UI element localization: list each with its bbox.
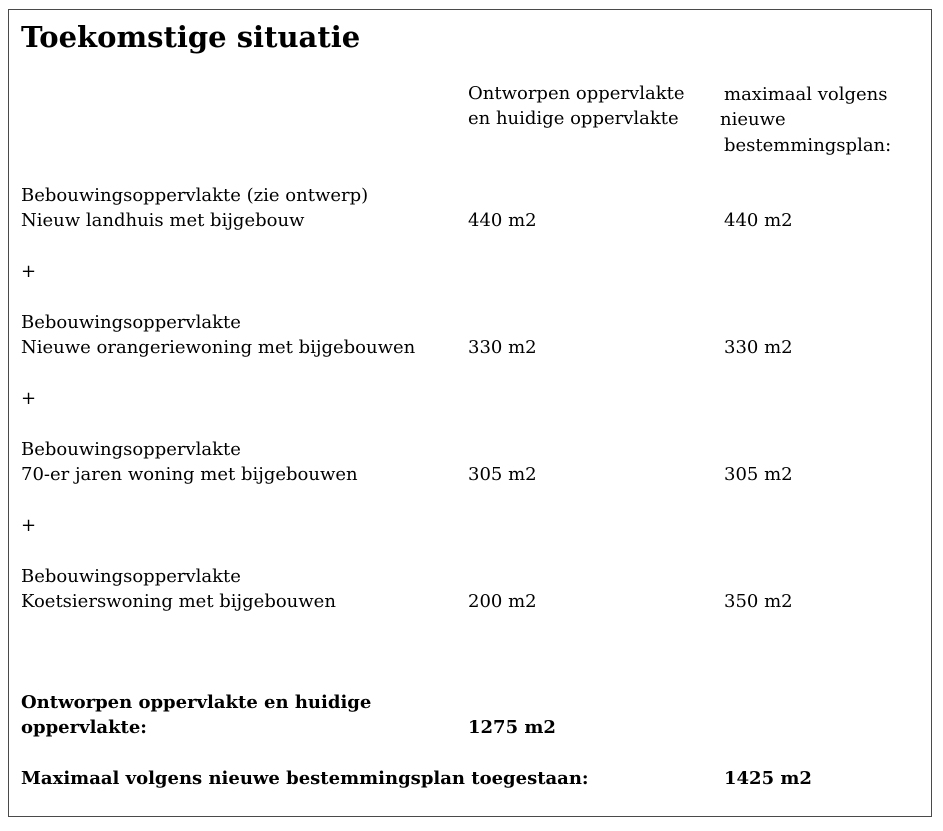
row-4-ontworpen: 200 m2 [468, 591, 537, 612]
plus-sign: + [21, 261, 37, 282]
plus-sign: + [21, 388, 37, 409]
total-ontworpen-value: 1275 m2 [468, 717, 556, 738]
plus-sign: + [21, 515, 37, 536]
header-ontworpen-line2: en huidige oppervlakte [468, 108, 679, 129]
row-4-maximaal: 350 m2 [724, 591, 793, 612]
row-3-label-line1: Bebouwingsoppervlakte [21, 439, 241, 460]
row-2-maximaal: 330 m2 [724, 337, 793, 358]
row-1-label-line1: Bebouwingsoppervlakte (zie ontwerp) [21, 185, 369, 206]
header-ontworpen-line1: Ontworpen oppervlakte [468, 83, 685, 104]
row-2-ontworpen: 330 m2 [468, 337, 537, 358]
row-3-ontworpen: 305 m2 [468, 464, 537, 485]
row-1-maximaal: 440 m2 [724, 210, 793, 231]
header-maximaal-line3: bestemmingsplan: [724, 135, 892, 156]
row-2-label-line1: Bebouwingsoppervlakte [21, 312, 241, 333]
row-3-label-line2: 70-er jaren woning met bijgebouwen [21, 464, 358, 485]
row-3-maximaal: 305 m2 [724, 464, 793, 485]
row-2-label-line2: Nieuwe orangeriewoning met bijgebouwen [21, 337, 416, 358]
total-maximaal-value: 1425 m2 [724, 768, 812, 789]
page-title: Toekomstige situatie [21, 20, 361, 54]
row-1-label-line2: Nieuw landhuis met bijgebouw [21, 210, 305, 231]
row-1-ontworpen: 440 m2 [468, 210, 537, 231]
total-ontworpen-label-line2: oppervlakte: [21, 717, 147, 738]
header-maximaal-line1: maximaal volgens [724, 84, 888, 105]
total-ontworpen-label-line1: Ontworpen oppervlakte en huidige [21, 692, 372, 713]
row-4-label-line2: Koetsierswoning met bijgebouwen [21, 591, 336, 612]
row-4-label-line1: Bebouwingsoppervlakte [21, 566, 241, 587]
total-maximaal-label: Maximaal volgens nieuwe bestemmingsplan toegestaan: [21, 768, 589, 789]
header-maximaal-line2: nieuwe [720, 109, 786, 130]
